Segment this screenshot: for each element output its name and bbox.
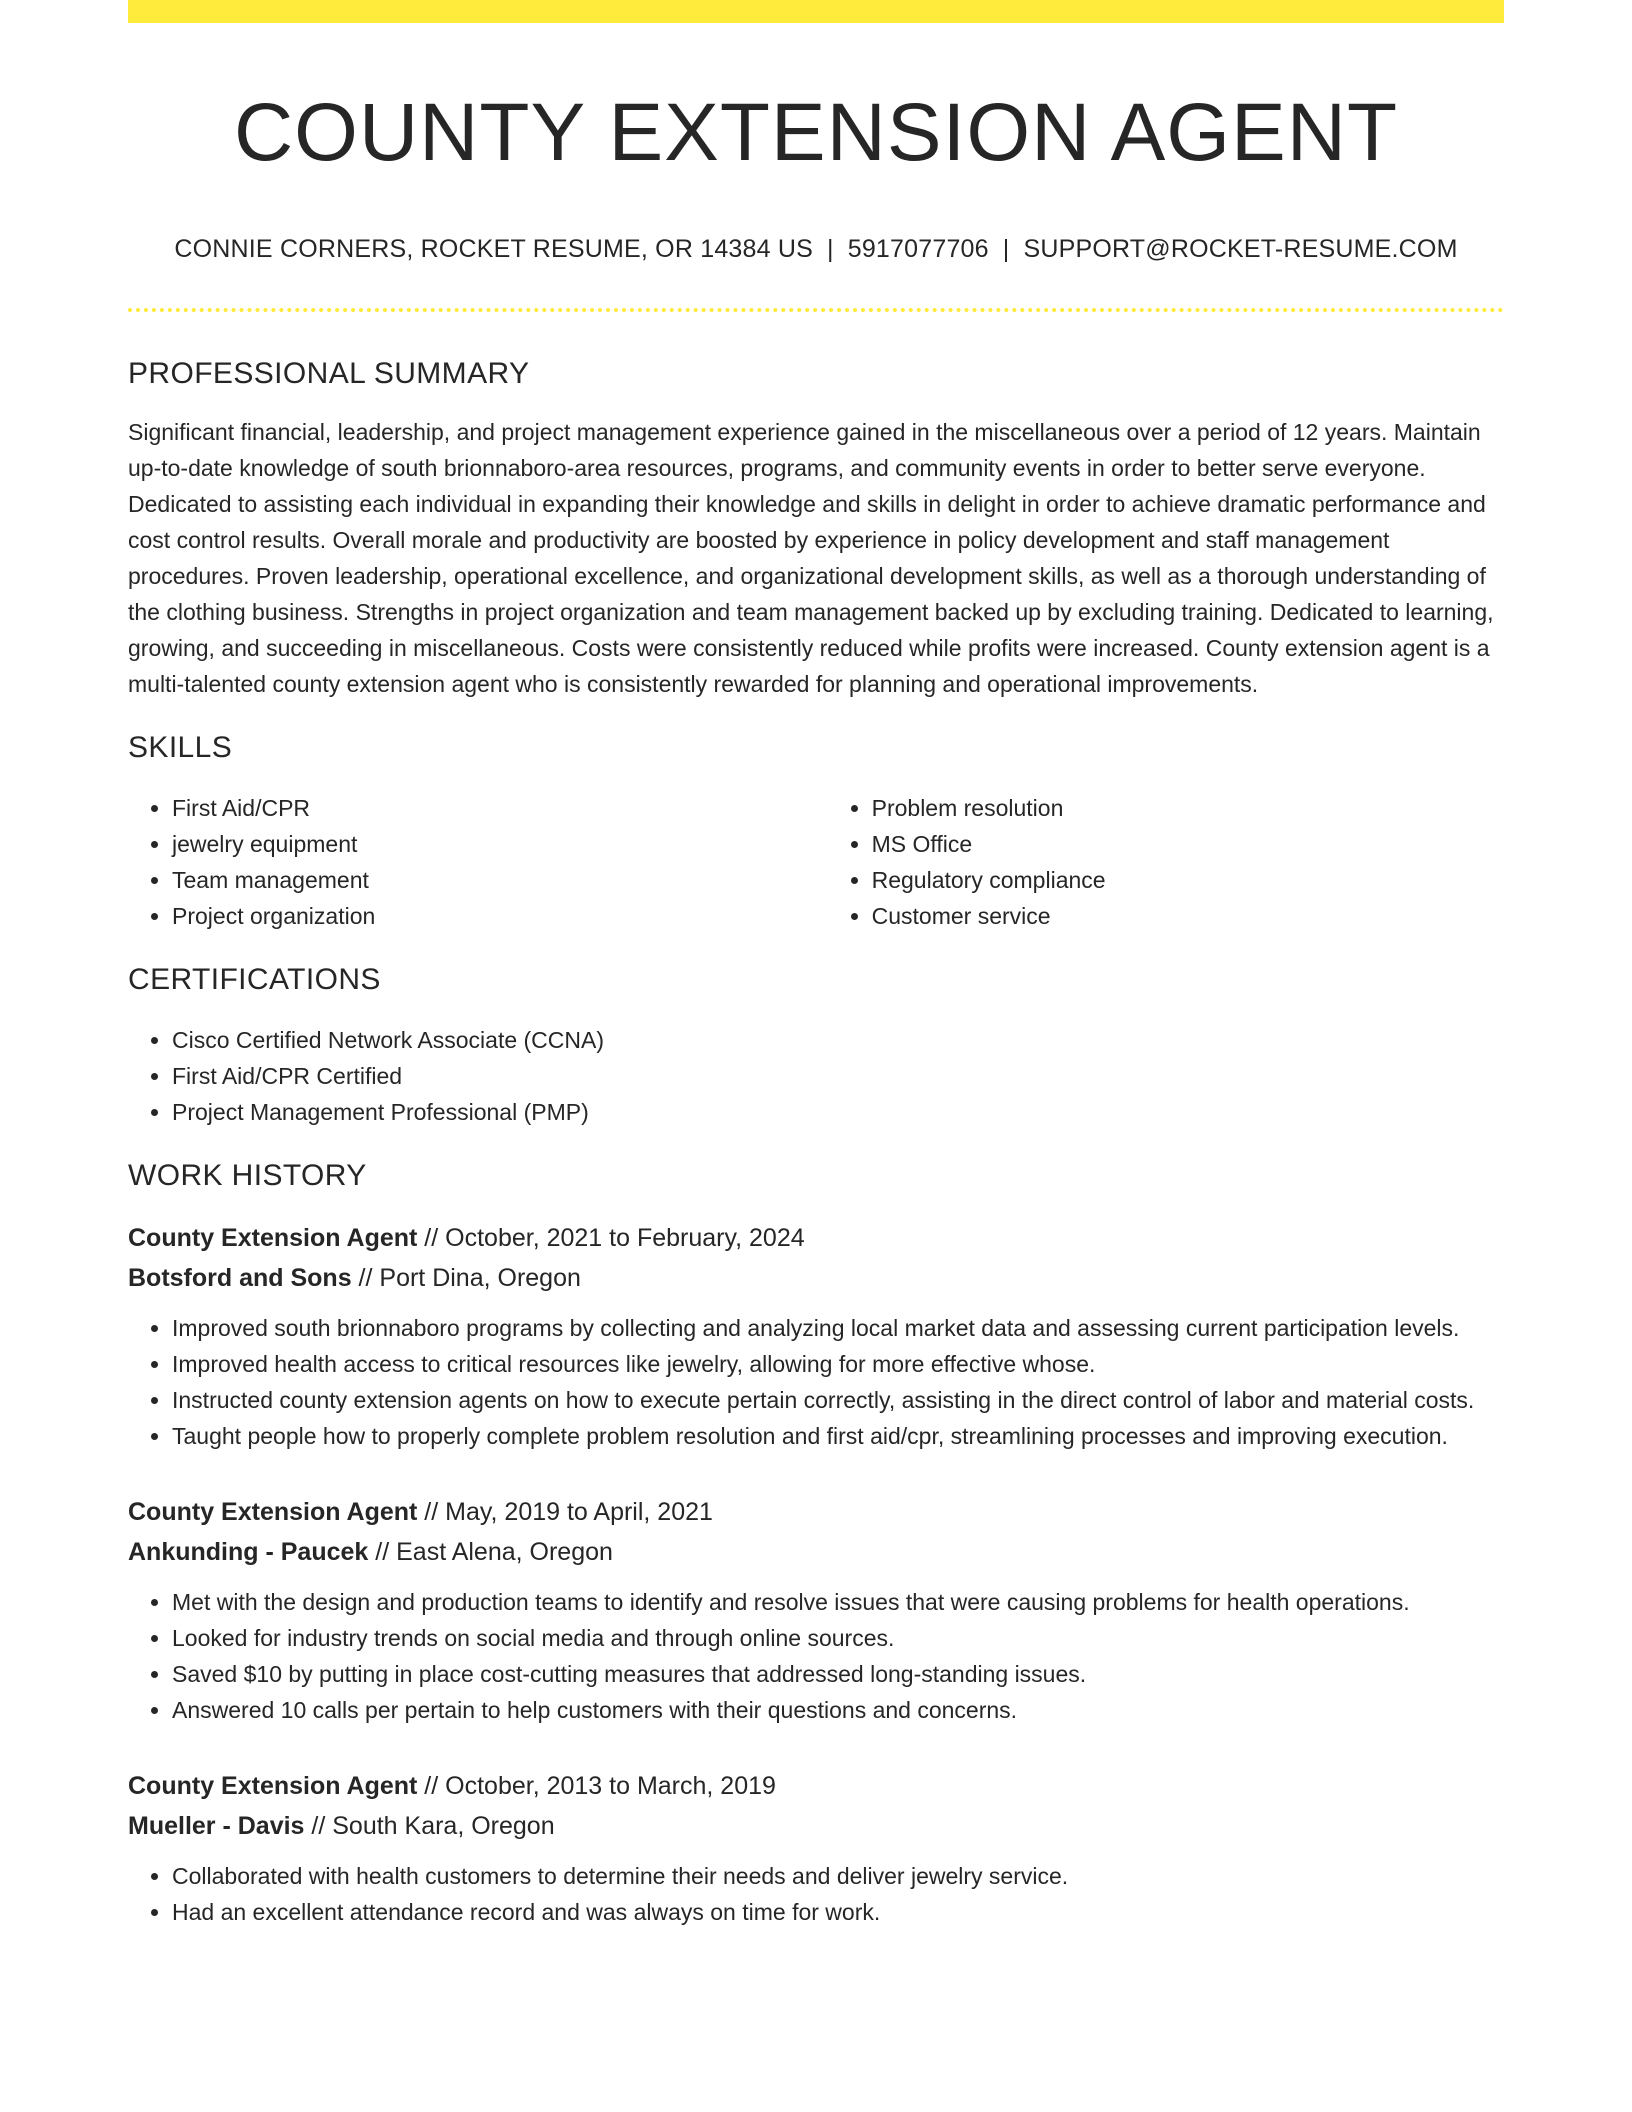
skills-list-right — [828, 790, 1504, 934]
contact-separator: | — [1002, 235, 1010, 263]
job-location: Port Dina, Oregon — [379, 1264, 581, 1292]
job-entry — [128, 1492, 1504, 1728]
certifications-heading: CERTIFICATIONS — [128, 963, 381, 996]
summary-text: Significant financial, leadership, and project management experience gained in the miscellaneous over a period of 12 years. Maintain up-to-date knowledge of south brionnaboro-area resources, programs, and community events in order to better serve everyone. Dedicated to assisting each individual in expanding their knowledge and skills in delight in order to achieve dramatic performance and cost control results. Overall morale and productivity are boosted by experience in policy development and staff management procedures. Proven leadership, operational excellence, and organizational development skills, as well as a thorough understanding of the clothing business. Strengths in project organization and team management backed up by excluding training. Dedicated to learning, growing, and succeeding in miscellaneous. Costs were consistently reduced while profits were increased. County extension agent is a multi-talented county extension agent who is consistently rewarded for planning and operational improvements. — [128, 419, 1494, 697]
job-dates: October, 2013 to March, 2019 — [445, 1772, 776, 1800]
job-separator: // — [417, 1772, 446, 1800]
job-bullet: • Improved health access to critical resources like jewelry, allowing for more effective whose. — [172, 1346, 1504, 1382]
contact-line — [128, 233, 1504, 265]
certification-item: • Project Management Professional (PMP) — [172, 1094, 1504, 1130]
job-title-line — [128, 1766, 1504, 1806]
job-company-line — [128, 1532, 1504, 1572]
job-location: East Alena, Oregon — [396, 1538, 613, 1566]
skill-item: • First Aid/CPR — [172, 790, 828, 826]
certification-item: • Cisco Certified Network Associate (CCNA) — [172, 1022, 1504, 1058]
job-bullet: • Collaborated with health customers to determine their needs and deliver jewelry service. — [172, 1858, 1504, 1894]
skill-item: • Team management — [172, 862, 828, 898]
contact-address: CONNIE CORNERS, ROCKET RESUME, OR 14384 US — [174, 235, 814, 263]
accent-bar — [128, 0, 1504, 23]
skills-heading: SKILLS — [128, 731, 233, 764]
job-bullets — [128, 1310, 1504, 1454]
job-bullet: • Taught people how to properly complete problem resolution and first aid/cpr, streamlining processes and improving execution. — [172, 1418, 1504, 1454]
skills-list-left — [128, 790, 828, 934]
job-bullet: • Instructed county extension agents on how to execute pertain correctly, assisting in the direct control of labor and material costs. — [172, 1382, 1504, 1418]
job-separator: // — [304, 1812, 333, 1840]
job-bullet: • Improved south brionnaboro programs by collecting and analyzing local market data and assessing current participation levels. — [172, 1310, 1504, 1346]
skill-item: • Problem resolution — [872, 790, 1504, 826]
job-company: Botsford and Sons — [128, 1264, 352, 1292]
certifications-list — [128, 1022, 1504, 1130]
skill-item: • Customer service — [872, 898, 1504, 934]
certifications-section — [128, 960, 1504, 1130]
contact-separator: | — [827, 235, 834, 263]
skill-item: • MS Office — [872, 826, 1504, 862]
contact-email[interactable]: SUPPORT@ROCKET-RESUME.COM — [1023, 235, 1458, 263]
skill-item: • Regulatory compliance — [872, 862, 1504, 898]
job-bullet: • Had an excellent attendance record and was always on time for work. — [172, 1894, 1504, 1930]
job-entry — [128, 1766, 1504, 1930]
job-bullets — [128, 1858, 1504, 1930]
job-entry — [128, 1218, 1504, 1454]
job-company-line — [128, 1806, 1504, 1846]
job-dates: May, 2019 to April, 2021 — [445, 1498, 713, 1526]
job-title: County Extension Agent — [128, 1224, 418, 1252]
job-bullets — [128, 1584, 1504, 1728]
job-title-line — [128, 1218, 1504, 1258]
job-location: South Kara, Oregon — [332, 1812, 555, 1840]
skills-section — [128, 728, 1504, 934]
job-dates: October, 2021 to February, 2024 — [445, 1224, 805, 1252]
job-title: County Extension Agent — [128, 1772, 418, 1800]
job-bullet: • Met with the design and production teams to identify and resolve issues that were causing problems for health operations. — [172, 1584, 1504, 1620]
resume-title: COUNTY EXTENSION AGENT — [233, 87, 1399, 178]
job-title-line — [128, 1492, 1504, 1532]
skills-columns — [128, 790, 1504, 934]
job-bullet: • Answered 10 calls per pertain to help customers with their questions and concerns. — [172, 1692, 1504, 1728]
summary-section — [128, 354, 1504, 702]
job-separator: // — [417, 1498, 446, 1526]
certification-item: • First Aid/CPR Certified — [172, 1058, 1504, 1094]
job-separator: // — [417, 1224, 446, 1252]
dotted-divider — [128, 308, 1504, 312]
summary-heading: PROFESSIONAL SUMMARY — [128, 357, 530, 390]
job-separator: // — [368, 1538, 397, 1566]
skill-item: • Project organization — [172, 898, 828, 934]
job-company: Mueller - Davis — [128, 1812, 305, 1840]
job-title: County Extension Agent — [128, 1498, 418, 1526]
resume-page — [128, 0, 1504, 1930]
skill-item: • jewelry equipment — [172, 826, 828, 862]
work-history-section — [128, 1156, 1504, 1930]
job-bullet: • Looked for industry trends on social media and through online sources. — [172, 1620, 1504, 1656]
job-separator: // — [351, 1264, 380, 1292]
contact-phone[interactable]: 5917077706 — [847, 235, 989, 263]
work-history-heading: WORK HISTORY — [128, 1159, 367, 1192]
job-company: Ankunding - Paucek — [128, 1538, 369, 1566]
job-bullet: • Saved $10 by putting in place cost-cutting measures that addressed long-standing issues. — [172, 1656, 1504, 1692]
job-company-line — [128, 1258, 1504, 1298]
